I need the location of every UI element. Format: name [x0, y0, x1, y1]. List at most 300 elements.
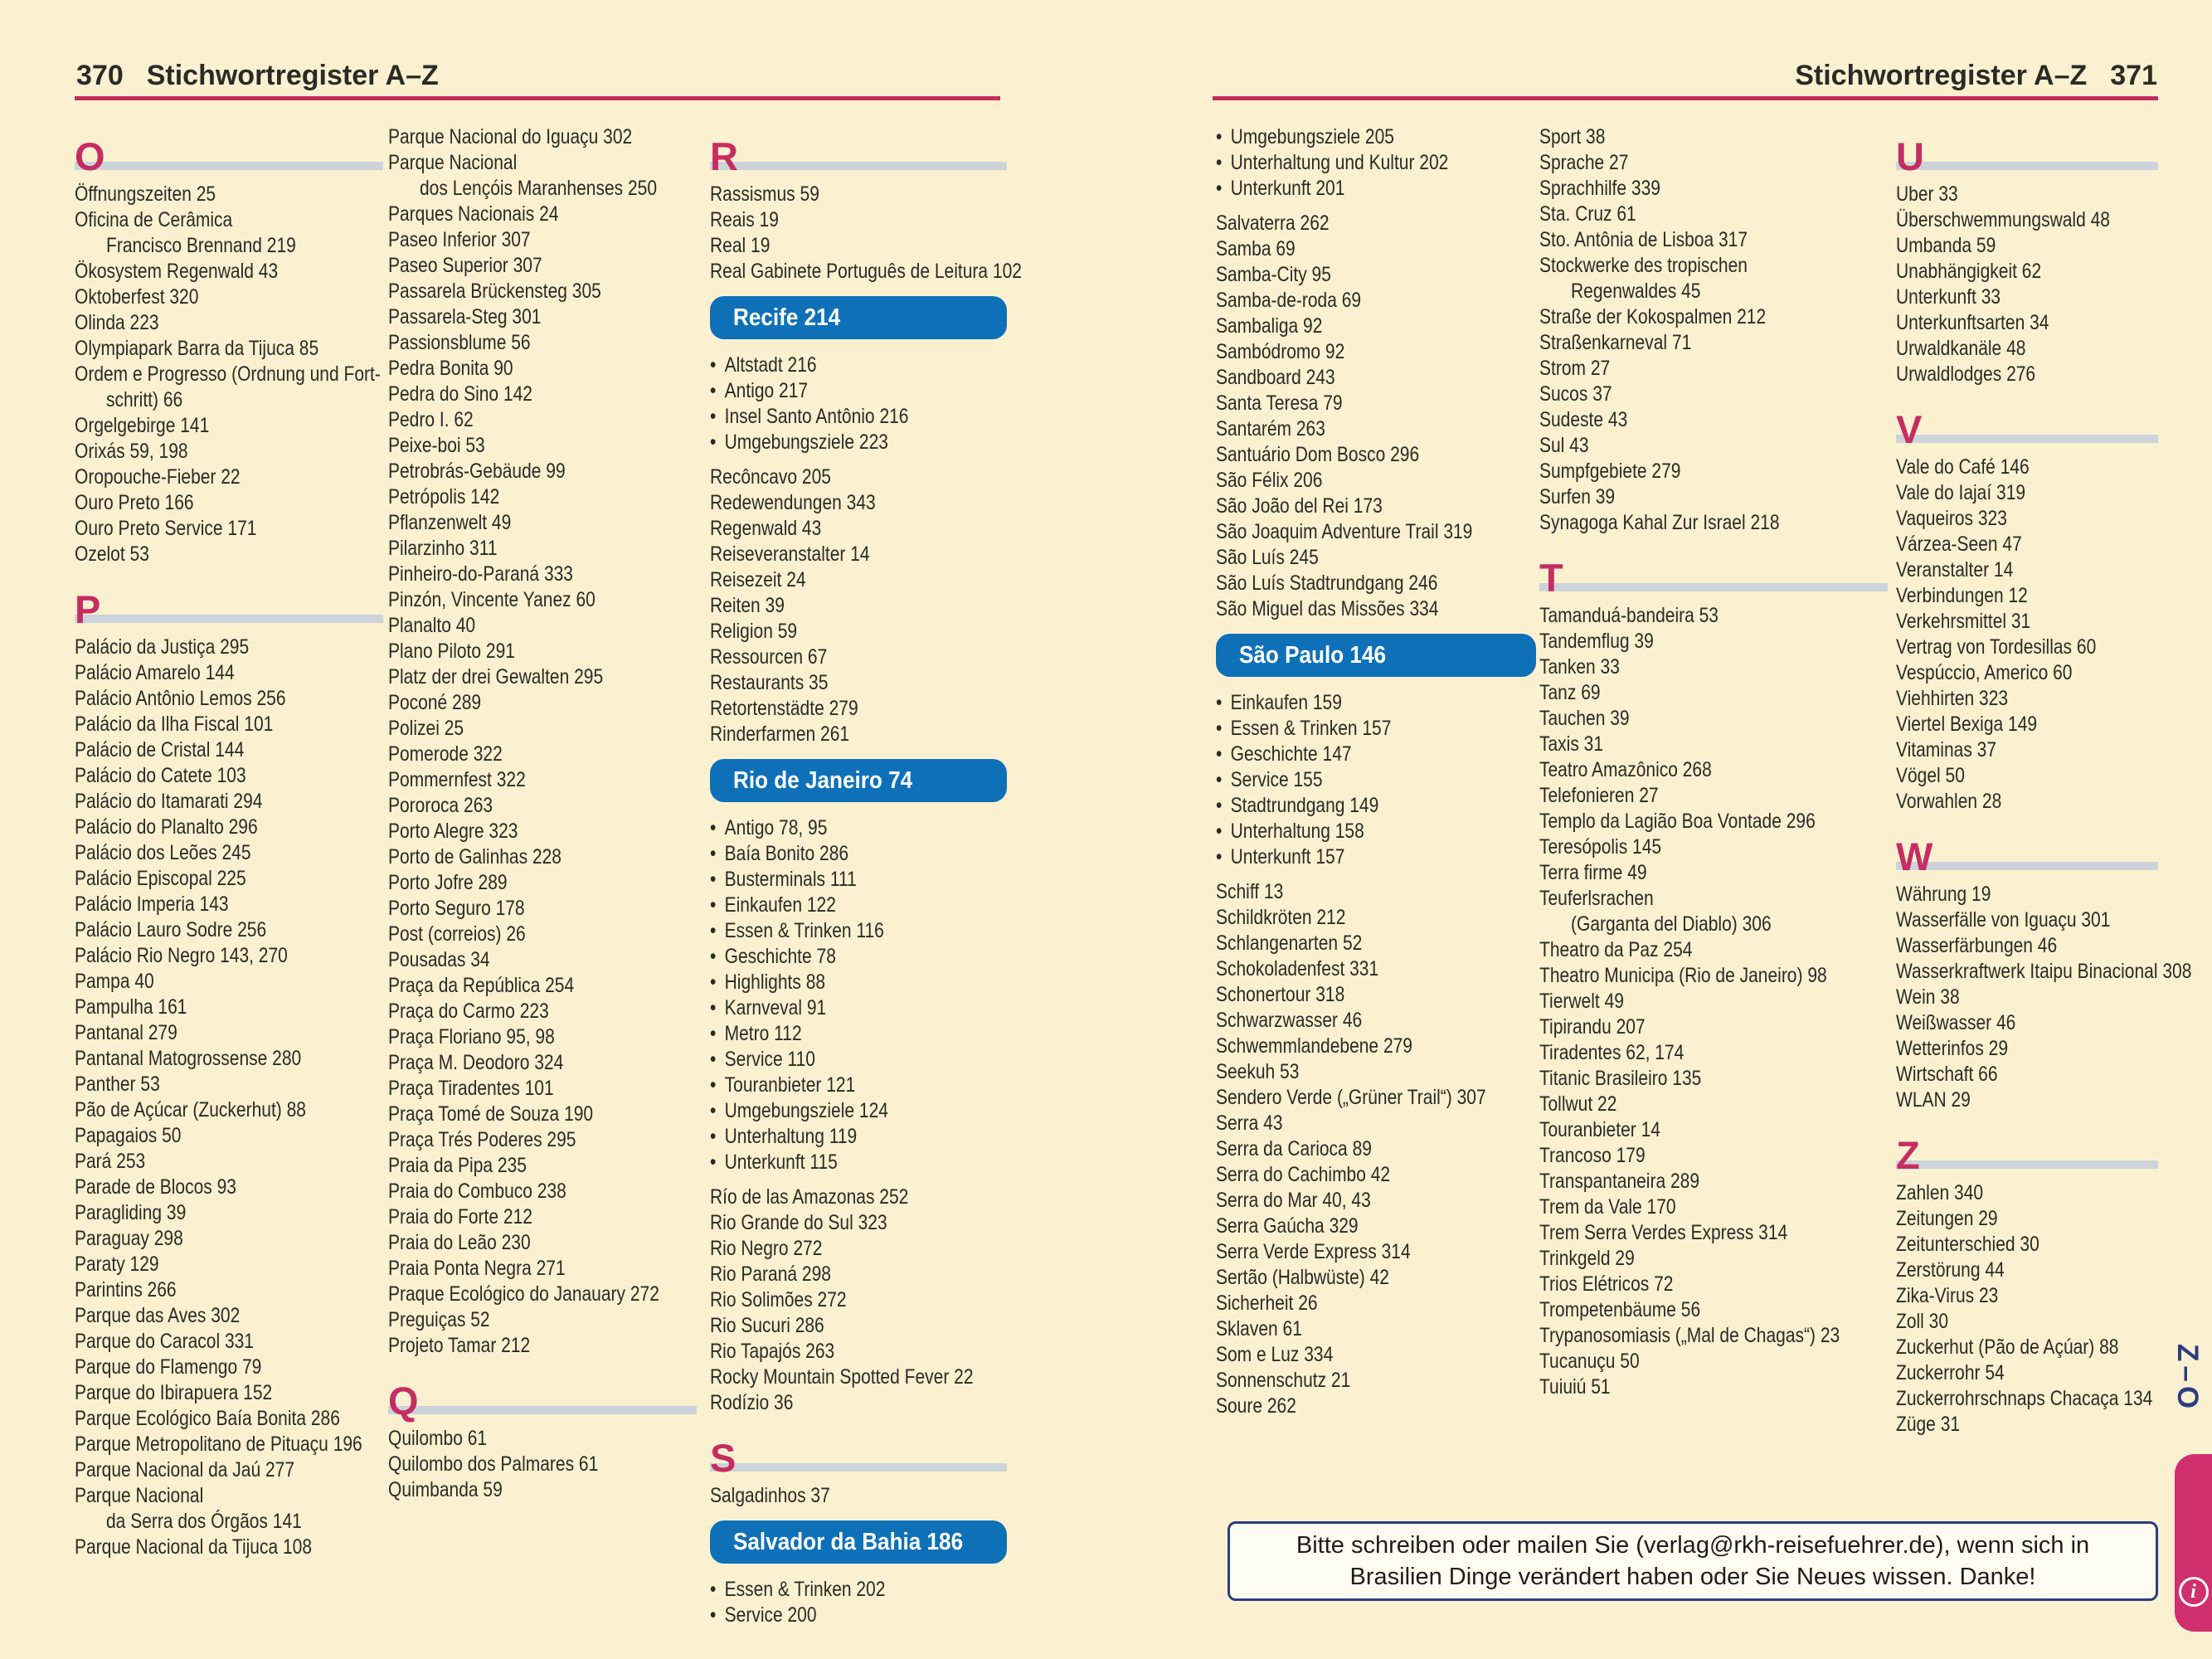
index-entry-text: Parque Nacional do Iguaçu 302	[388, 125, 633, 148]
bullet-icon: •	[710, 1603, 717, 1627]
index-entry	[1539, 963, 1888, 989]
city-section-header	[710, 296, 1007, 339]
left-header-rule	[75, 96, 1000, 100]
index-entry-text: Parintins 266	[75, 1278, 177, 1301]
index-entry-text: Preguiças 52	[388, 1308, 490, 1331]
index-entry-text: Pantanal Matogrossense 280	[75, 1047, 302, 1070]
index-entry	[1539, 1066, 1888, 1092]
feedback-note-line1: Bitte schreiben oder mailen Sie (verlag@rkh-reisefuehrer.de), wenn sich in	[1296, 1532, 2090, 1559]
index-entry-text: Religion 59	[710, 620, 798, 643]
index-entry	[1539, 1092, 1888, 1117]
index-entry	[1539, 1014, 1888, 1040]
index-entry	[388, 896, 697, 922]
index-entry-text: Zerstörung 44	[1896, 1258, 2005, 1282]
index-entry-text: Pousadas 34	[388, 948, 490, 971]
index-entry-text: Porto de Galinhas 228	[388, 845, 562, 868]
bullet-icon: •	[710, 1048, 717, 1071]
index-entry-text: Som e Luz 334	[1216, 1343, 1334, 1366]
left-header-title: Stichwortregister A–Z	[146, 60, 439, 91]
index-entry	[1216, 442, 1536, 468]
index-entry	[1539, 1143, 1888, 1169]
index-entry	[75, 789, 383, 815]
city-section-label: Salvador da Bahia 186	[733, 1528, 964, 1555]
letter-label: O	[75, 134, 105, 178]
index-entry	[710, 722, 1007, 747]
index-entry-text: Teresópolis 145	[1539, 835, 1662, 859]
index-column-2	[388, 124, 697, 1503]
index-entry-text: Palácio Episcopal 225	[75, 867, 246, 890]
index-entry-text: • Service 200	[710, 1603, 817, 1627]
index-entry-text: Pomerode 322	[388, 742, 503, 766]
letter-label: P	[75, 586, 101, 631]
index-entry-text: Serra Verde Express 314	[1216, 1240, 1411, 1263]
index-entry	[1539, 732, 1888, 757]
index-subentry	[710, 918, 1007, 944]
index-subentry	[710, 867, 1007, 893]
index-entry-text: • Baía Bonito 286	[710, 842, 849, 865]
index-entry-text: Samba-City 95	[1216, 263, 1331, 286]
index-subentry	[1216, 150, 1536, 176]
bullet-icon: •	[710, 1578, 717, 1601]
index-entry	[1896, 712, 2158, 737]
index-entry	[388, 227, 697, 253]
index-entry-text: Terra firme 49	[1539, 861, 1647, 884]
bullet-icon: •	[710, 353, 717, 377]
bullet-icon: •	[1216, 691, 1223, 714]
index-entry-text: Surfen 39	[1539, 485, 1616, 508]
index-entry	[710, 1313, 1007, 1339]
index-entry-text: dos Lençóis Maranhenses 250	[420, 177, 658, 200]
index-entry-text: • Geschichte 78	[710, 945, 836, 968]
letter-bar-divider	[388, 1406, 697, 1414]
index-entry-text: Pão de Açúcar (Zuckerhut) 88	[75, 1098, 306, 1121]
index-entry	[75, 660, 383, 686]
index-entry-text: Vögel 50	[1896, 764, 1965, 787]
index-entry	[1216, 1291, 1536, 1316]
index-entry	[1539, 834, 1888, 860]
index-subentry	[1216, 742, 1536, 767]
letter-bar-divider	[1896, 1160, 2158, 1169]
index-entry	[1896, 285, 2158, 310]
index-entry	[75, 1457, 383, 1483]
section-spacer	[710, 455, 1007, 465]
index-entry	[710, 619, 1007, 645]
index-entry-text: Zahlen 340	[1896, 1181, 1984, 1204]
index-entry	[75, 1123, 383, 1149]
index-entry-text: Rocky Mountain Spotted Fever 22	[710, 1365, 974, 1389]
index-entry-text: Umbanda 59	[1896, 234, 1996, 257]
letter-heading-V	[1896, 401, 2158, 451]
index-entry-text: Pará 253	[75, 1150, 146, 1173]
index-subentry	[710, 944, 1007, 970]
index-entry-text: Tiradentes 62, 174	[1539, 1041, 1685, 1064]
index-entry-text: Praça Tiradentes 101	[388, 1077, 554, 1100]
index-entry-text: Olympiapark Barra da Tijuca 85	[75, 337, 319, 360]
index-entry	[1539, 680, 1888, 706]
index-subentry	[710, 404, 1007, 430]
index-entry	[1896, 1412, 2158, 1438]
bullet-icon: •	[1216, 125, 1223, 148]
letter-bar-divider	[1539, 583, 1888, 591]
index-entry	[1539, 407, 1888, 433]
index-entry-text: WLAN 29	[1896, 1088, 1971, 1112]
bullet-icon: •	[710, 945, 717, 968]
index-entry-text: Trompetenbäume 56	[1539, 1298, 1701, 1321]
letter-bar-divider	[75, 162, 383, 170]
index-entry-text: Uber 33	[1896, 182, 1958, 206]
index-entry-text: Oktoberfest 320	[75, 285, 199, 309]
index-entry-text: Zuckerrohrschnaps Chacaça 134	[1896, 1387, 2153, 1410]
index-entry	[388, 690, 697, 716]
index-entry	[710, 1262, 1007, 1287]
index-entry-text: Orixás 59, 198	[75, 440, 188, 463]
index-entry	[1896, 1010, 2158, 1036]
index-entry	[1896, 686, 2158, 712]
index-entry	[388, 510, 697, 536]
bullet-icon: •	[710, 405, 717, 428]
index-entry	[1216, 596, 1536, 622]
index-entry	[75, 1226, 383, 1252]
index-entry	[1216, 956, 1536, 982]
index-entry-text: Orgelgebirge 141	[75, 414, 210, 437]
index-entry	[388, 433, 697, 459]
index-entry-text: Urwaldlodges 276	[1896, 362, 2036, 386]
bullet-icon: •	[1216, 742, 1223, 766]
section-spacer	[1216, 870, 1536, 879]
index-entry	[388, 253, 697, 279]
index-entry-text: Salgadinhos 37	[710, 1484, 830, 1507]
index-entry-text: Santuário Dom Bosco 296	[1216, 443, 1420, 466]
index-entry-text: Rio Paraná 298	[710, 1262, 831, 1286]
index-entry-text: Várzea-Seen 47	[1896, 533, 2022, 556]
index-entry	[1896, 1283, 2158, 1309]
index-entry-text: Praia do Combuco 238	[388, 1180, 566, 1203]
index-entry	[1539, 706, 1888, 732]
index-entry-text: Pampa 40	[75, 970, 154, 993]
index-entry	[75, 943, 383, 969]
index-entry-text: São Luís Stadtrundgang 246	[1216, 572, 1438, 595]
index-entry-text: Passionsblume 56	[388, 331, 531, 354]
index-entry-text: Polizei 25	[388, 717, 464, 740]
index-entry	[710, 696, 1007, 722]
index-subentry	[710, 1150, 1007, 1175]
letter-label: R	[710, 134, 738, 178]
index-entry-text: Sklaven 61	[1216, 1317, 1302, 1340]
letter-heading-T	[1539, 549, 1888, 600]
index-entry-text: Parque Nacional da Tijuca 108	[75, 1535, 313, 1559]
left-page-header	[76, 60, 439, 92]
index-entry-text: Schlangenarten 52	[1216, 932, 1363, 955]
index-entry	[388, 844, 697, 870]
index-entry	[388, 1426, 697, 1452]
letter-heading-U	[1896, 128, 2158, 178]
index-entry	[75, 1535, 383, 1560]
index-entry-text: Palácio do Catete 103	[75, 764, 246, 787]
index-entry-text: Reiseveranstalter 14	[710, 542, 870, 566]
index-entry	[75, 1175, 383, 1200]
index-entry	[1216, 468, 1536, 494]
index-entry-text: Palácio Amarelo 144	[75, 661, 235, 684]
index-entry-text: • Antigo 78, 95	[710, 816, 828, 839]
index-entry	[1216, 519, 1536, 545]
index-entry	[388, 1076, 697, 1102]
index-entry-text: Tuiuiú 51	[1539, 1375, 1611, 1399]
index-entry-text: Serra do Mar 40, 43	[1216, 1189, 1371, 1212]
index-entry-text: Peixe-boi 53	[388, 434, 485, 457]
index-subentry	[710, 970, 1007, 995]
index-entry-text: Ouro Preto Service 171	[75, 517, 257, 540]
index-entry-text: Vorwahlen 28	[1896, 790, 2002, 813]
index-entry-text: Zeitunterschied 30	[1896, 1233, 2039, 1256]
index-entry	[75, 995, 383, 1020]
index-entry-text: Praque Ecológico do Janauary 272	[388, 1282, 659, 1306]
index-entry	[710, 490, 1007, 516]
index-subentry	[710, 995, 1007, 1021]
index-entry-text: Praia da Pipa 235	[388, 1154, 527, 1177]
index-entry-text: • Antigo 217	[710, 379, 809, 402]
index-column-5	[1539, 124, 1888, 1400]
index-entry-text: Tanken 33	[1539, 655, 1620, 679]
index-entry-text: Touranbieter 14	[1539, 1118, 1660, 1141]
index-entry	[1216, 262, 1536, 288]
index-entry	[75, 182, 383, 207]
index-entry-text: Serra Gaúcha 329	[1216, 1214, 1359, 1238]
index-entry-text: Pflanzenwelt 49	[388, 511, 512, 534]
index-entry	[710, 1483, 1007, 1509]
index-subentry	[1216, 690, 1536, 716]
index-entry	[388, 1127, 697, 1153]
bullet-icon: •	[1216, 845, 1223, 868]
index-entry	[1896, 455, 2158, 480]
index-entry-text: Viertel Bexiga 149	[1896, 713, 2038, 736]
letter-label: Q	[388, 1378, 419, 1423]
section-spacer	[1216, 202, 1536, 211]
index-entry-text: Verbindungen 12	[1896, 584, 2028, 607]
index-entry	[1896, 1087, 2158, 1113]
index-entry	[1539, 886, 1888, 912]
index-entry	[1896, 1180, 2158, 1206]
index-entry	[388, 536, 697, 562]
index-subentry	[1216, 767, 1536, 793]
index-entry-text: • Unterkunft 201	[1216, 177, 1345, 200]
index-entry-text: Serra 43	[1216, 1112, 1283, 1135]
index-entry-text: Parque do Flamengo 79	[75, 1355, 262, 1379]
index-entry	[388, 1204, 697, 1230]
index-entry-text: Telefonieren 27	[1539, 784, 1659, 807]
index-entry-text: Panther 53	[75, 1073, 160, 1096]
index-entry-text: Sendero Verde („Grüner Trail“) 307	[1216, 1086, 1486, 1109]
index-entry-text: • Einkaufen 159	[1216, 691, 1342, 714]
index-entry	[388, 1256, 697, 1282]
index-entry	[1896, 233, 2158, 259]
bullet-icon: •	[710, 1099, 717, 1122]
index-entry-text: • Einkaufen 122	[710, 893, 836, 917]
index-entry-text: Plano Piloto 291	[388, 640, 515, 663]
bullet-icon: •	[710, 842, 717, 865]
index-entry	[1896, 660, 2158, 686]
index-entry	[1539, 356, 1888, 382]
index-entry-text: schritt) 66	[106, 388, 183, 411]
letter-label: S	[710, 1435, 737, 1480]
index-entry	[710, 1185, 1007, 1210]
bullet-icon: •	[1216, 820, 1223, 843]
index-entry	[388, 973, 697, 999]
index-entry-text: Soure 262	[1216, 1394, 1296, 1418]
index-entry	[1896, 310, 2158, 336]
index-entry	[75, 310, 383, 336]
index-entry	[75, 1277, 383, 1303]
right-header-rule	[1213, 96, 2158, 100]
index-entry	[1216, 1162, 1536, 1188]
index-entry	[1216, 1111, 1536, 1136]
index-entry-text: Trancoso 179	[1539, 1144, 1646, 1167]
index-entry-text: Planalto 40	[388, 614, 476, 637]
index-entry	[388, 1153, 697, 1179]
index-entry	[1216, 288, 1536, 314]
index-entry	[75, 1046, 383, 1072]
index-entry	[1216, 1214, 1536, 1239]
index-entry-text: Platz der drei Gewalten 295	[388, 665, 604, 688]
index-entry	[75, 1020, 383, 1046]
index-entry-text: da Serra dos Órgãos 141	[106, 1510, 302, 1533]
index-entry-text: Unterkunft 33	[1896, 285, 2001, 309]
letter-heading-R	[710, 128, 1007, 178]
index-entry	[1896, 1386, 2158, 1412]
index-entry	[75, 465, 383, 490]
index-entry	[75, 1483, 383, 1509]
index-entry-text: São Félix 206	[1216, 469, 1323, 492]
index-entry	[1896, 1335, 2158, 1360]
index-entry	[1896, 985, 2158, 1010]
index-entry	[1539, 202, 1888, 227]
index-entry	[1539, 330, 1888, 356]
index-entry	[710, 670, 1007, 696]
index-entry	[75, 917, 383, 943]
index-entry	[75, 892, 383, 917]
index-entry-text: Oficina de Cerâmica	[75, 208, 233, 231]
index-entry	[1539, 1246, 1888, 1272]
index-entry	[75, 516, 383, 542]
index-entry-text: Schwemmlandebene 279	[1216, 1034, 1412, 1058]
index-entry-text: Sicherheit 26	[1216, 1292, 1318, 1315]
index-entry-text: Poconé 289	[388, 691, 482, 714]
section-spacer	[710, 1175, 1007, 1185]
index-entry-text: • Unterhaltung und Kultur 202	[1216, 151, 1449, 174]
index-entry	[1896, 959, 2192, 985]
index-entry-text: Palácio Lauro Sodre 256	[75, 918, 267, 941]
index-entry	[1896, 480, 2158, 506]
index-entry-text: Praia do Leão 230	[388, 1231, 531, 1254]
index-entry	[75, 1252, 383, 1277]
index-entry	[710, 259, 1022, 285]
index-entry	[75, 1329, 383, 1355]
index-entry	[75, 969, 383, 995]
letter-heading-W	[1896, 828, 2158, 878]
index-entry-text: Oropouche-Fieber 22	[75, 465, 241, 489]
index-entry-text: Praia do Forte 212	[388, 1205, 532, 1228]
index-entry-text: Real Gabinete Português de Leitura 102	[710, 260, 1022, 283]
index-entry-text: Schwarzwasser 46	[1216, 1009, 1363, 1032]
index-entry-text: Salvaterra 262	[1216, 212, 1330, 235]
index-entry-text: Schildkröten 212	[1216, 906, 1346, 929]
index-entry-text: Paseo Superior 307	[388, 254, 542, 277]
index-entry-text: Tamanduá-bandeira 53	[1539, 604, 1719, 627]
index-entry	[710, 516, 1007, 542]
index-entry	[388, 1102, 697, 1127]
index-entry-text: Sonnenschutz 21	[1216, 1369, 1351, 1392]
index-entry-text: Pedra Bonita 90	[388, 357, 513, 380]
index-entry	[388, 176, 697, 202]
index-entry	[388, 1307, 697, 1333]
index-entry	[388, 150, 697, 176]
index-entry-text: Pinheiro-do-Paraná 333	[388, 562, 573, 586]
index-entry-text: Palácio de Cristal 144	[75, 738, 245, 761]
index-entry-text: São Joaquim Adventure Trail 319	[1216, 520, 1473, 543]
bullet-icon: •	[1216, 151, 1223, 174]
index-entry-text: Paragliding 39	[75, 1201, 187, 1224]
index-subentry	[1216, 819, 1536, 844]
index-subentry	[1216, 124, 1536, 150]
index-entry	[75, 362, 383, 387]
index-entry	[1216, 1008, 1536, 1034]
index-entry-text: Parques Nacionais 24	[388, 202, 559, 226]
index-entry	[1539, 510, 1888, 536]
index-subentry	[1216, 716, 1536, 742]
index-entry-text: Unabhängigkeit 62	[1896, 260, 2042, 283]
index-entry	[710, 645, 1007, 670]
index-entry	[388, 1477, 697, 1503]
index-entry	[1539, 1297, 1888, 1323]
index-entry	[388, 202, 697, 227]
index-entry-text: Währung 19	[1896, 883, 1991, 906]
index-entry	[388, 999, 697, 1024]
index-entry-text: Passarela-Steg 301	[388, 305, 542, 328]
index-entry-text: Rio Sucuri 286	[710, 1314, 824, 1337]
index-entry-text: Pedro I. 62	[388, 408, 474, 431]
index-entry-text: Rodízio 36	[710, 1391, 794, 1414]
index-entry	[75, 1380, 383, 1406]
index-entry	[1216, 391, 1536, 416]
index-entry-text: Unterkunftsarten 34	[1896, 311, 2049, 334]
index-entry-text: Pampulha 161	[75, 995, 187, 1019]
index-entry-text: • Unterhaltung 158	[1216, 820, 1364, 843]
city-section-header	[710, 759, 1007, 802]
index-entry	[1216, 545, 1536, 571]
index-entry-text: Theatro Municipa (Rio de Janeiro) 98	[1539, 964, 1827, 987]
index-entry-text: Vale do Iajaí 319	[1896, 481, 2026, 504]
index-entry	[1539, 1040, 1888, 1066]
index-entry	[1896, 1309, 2158, 1335]
index-entry-text: Sul 43	[1539, 434, 1589, 457]
index-entry	[1539, 1117, 1888, 1143]
index-entry-text: Recôncavo 205	[710, 465, 831, 489]
index-entry-text: Wasserkraftwerk Itaipu Binacional 308	[1896, 960, 2192, 983]
index-entry	[1539, 150, 1888, 176]
index-entry	[75, 686, 383, 712]
index-entry-text: Templo da Lagião Boa Vontade 296	[1539, 810, 1816, 833]
index-entry-text: Sucos 37	[1539, 382, 1612, 406]
index-entry-text: Regenwaldes 45	[1571, 280, 1701, 303]
index-entry-text: Vaqueiros 323	[1896, 507, 2007, 530]
index-entry	[1896, 1062, 2158, 1087]
index-entry-text: Sumpfgebiete 279	[1539, 460, 1681, 483]
index-entry	[1896, 1206, 2158, 1232]
index-entry-text: Real 19	[710, 234, 771, 257]
index-entry-text: • Essen & Trinken 157	[1216, 717, 1392, 740]
index-entry	[1539, 124, 1888, 150]
left-page-number: 370	[76, 60, 124, 91]
index-entry	[75, 233, 383, 259]
